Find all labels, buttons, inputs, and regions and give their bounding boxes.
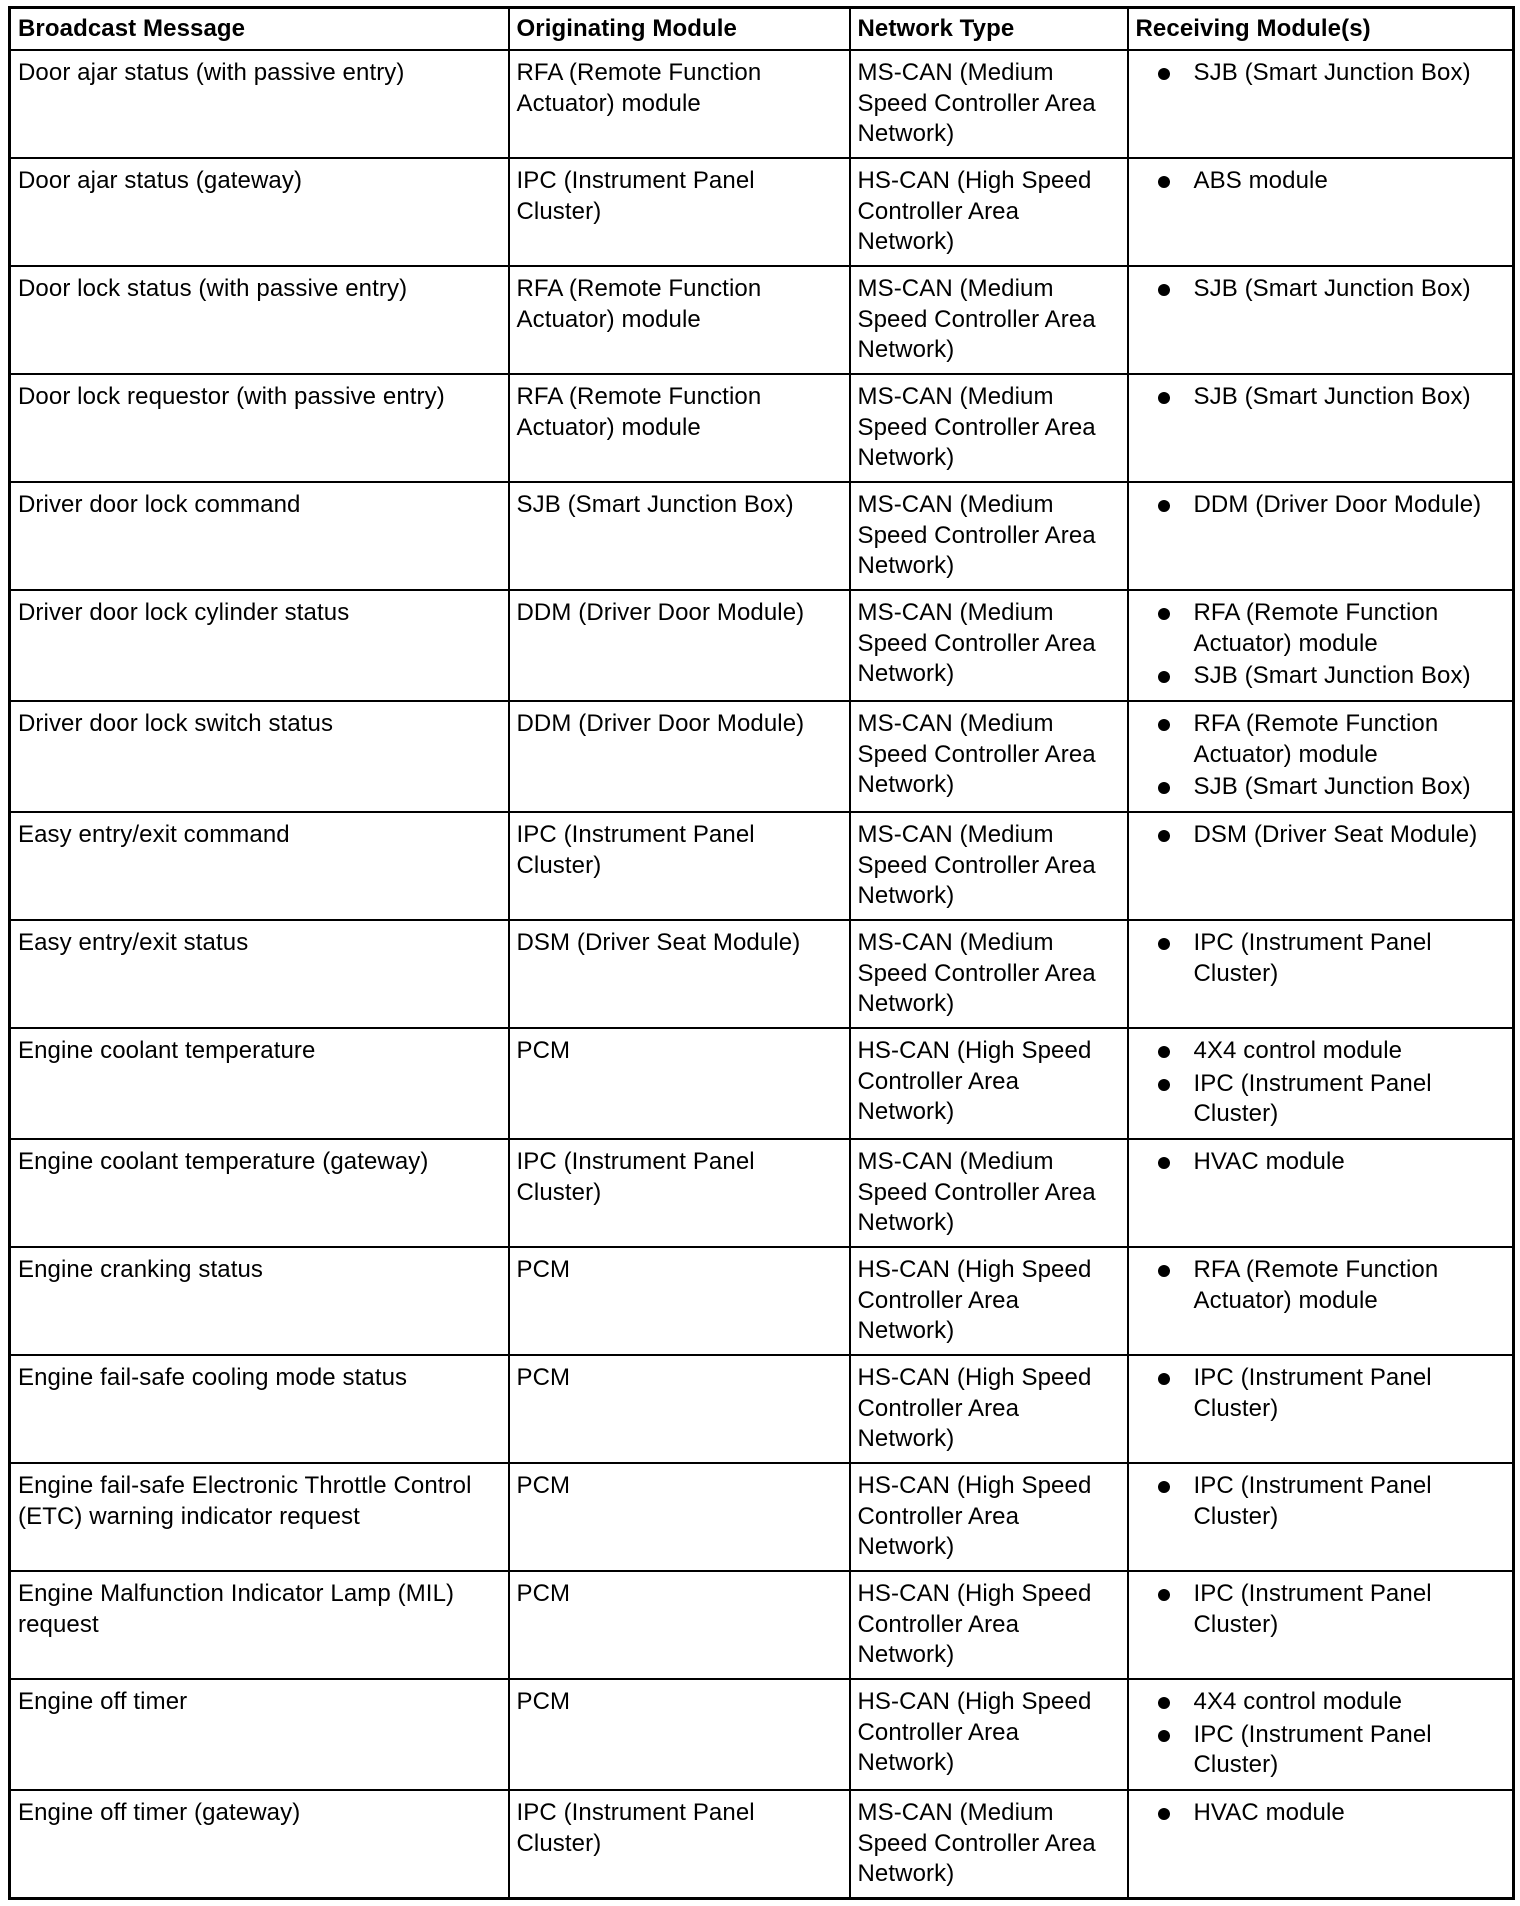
document-page: [8, 6, 1512, 1900]
broadcast-message-cell: Driver door lock cylinder status: [10, 590, 509, 701]
table-row: [10, 50, 1514, 158]
receiving-modules-list: [1136, 1471, 1506, 1532]
originating-module-cell: PCM: [509, 1028, 850, 1139]
originating-module-cell: IPC (Instrument Panel Cluster): [509, 812, 850, 920]
header-row: [10, 8, 1514, 51]
receiving-modules-cell: [1128, 158, 1514, 266]
originating-module-cell: SJB (Smart Junction Box): [509, 482, 850, 590]
receiving-module-item: IPC (Instrument Panel Cluster): [1136, 1069, 1506, 1130]
receiving-module-item: ABS module: [1136, 166, 1506, 197]
broadcast-message-cell: Driver door lock switch status: [10, 701, 509, 812]
receiving-module-item: IPC (Instrument Panel Cluster): [1136, 1471, 1506, 1532]
receiving-modules-list: [1136, 709, 1506, 803]
network-type-cell: MS-CAN (Medium Speed Controller Area Network): [850, 812, 1128, 920]
receiving-modules-list: [1136, 1798, 1506, 1829]
table-row: [10, 1247, 1514, 1355]
receiving-modules-cell: [1128, 482, 1514, 590]
receiving-modules-cell: [1128, 1790, 1514, 1898]
table-body: [10, 50, 1514, 1898]
network-type-cell: MS-CAN (Medium Speed Controller Area Network): [850, 374, 1128, 482]
receiving-module-item: IPC (Instrument Panel Cluster): [1136, 1720, 1506, 1781]
receiving-module-item: HVAC module: [1136, 1147, 1506, 1178]
header-network-type: Network Type: [850, 8, 1128, 51]
receiving-module-item: IPC (Instrument Panel Cluster): [1136, 1363, 1506, 1424]
receiving-module-item: RFA (Remote Function Actuator) module: [1136, 1255, 1506, 1316]
originating-module-cell: DSM (Driver Seat Module): [509, 920, 850, 1028]
broadcast-message-cell: Engine off timer: [10, 1679, 509, 1790]
receiving-modules-cell: [1128, 1463, 1514, 1571]
broadcast-message-cell: Driver door lock command: [10, 482, 509, 590]
table-row: [10, 266, 1514, 374]
originating-module-cell: PCM: [509, 1571, 850, 1679]
table-row: [10, 1463, 1514, 1571]
receiving-module-item: 4X4 control module: [1136, 1036, 1506, 1067]
receiving-module-item: DDM (Driver Door Module): [1136, 490, 1506, 521]
originating-module-cell: IPC (Instrument Panel Cluster): [509, 158, 850, 266]
table-row: [10, 482, 1514, 590]
receiving-module-item: IPC (Instrument Panel Cluster): [1136, 928, 1506, 989]
receiving-modules-cell: [1128, 1247, 1514, 1355]
table-row: [10, 1028, 1514, 1139]
receiving-modules-list: [1136, 1363, 1506, 1424]
receiving-modules-cell: [1128, 920, 1514, 1028]
table-row: [10, 1571, 1514, 1679]
receiving-modules-list: [1136, 166, 1506, 197]
originating-module-cell: DDM (Driver Door Module): [509, 701, 850, 812]
receiving-modules-list: [1136, 1255, 1506, 1316]
receiving-module-item: RFA (Remote Function Actuator) module: [1136, 709, 1506, 770]
originating-module-cell: IPC (Instrument Panel Cluster): [509, 1139, 850, 1247]
receiving-modules-cell: [1128, 1679, 1514, 1790]
receiving-module-item: 4X4 control module: [1136, 1687, 1506, 1718]
receiving-module-item: HVAC module: [1136, 1798, 1506, 1829]
network-type-cell: MS-CAN (Medium Speed Controller Area Network): [850, 1139, 1128, 1247]
receiving-modules-cell: [1128, 812, 1514, 920]
receiving-module-item: SJB (Smart Junction Box): [1136, 772, 1506, 803]
receiving-module-item: RFA (Remote Function Actuator) module: [1136, 598, 1506, 659]
receiving-modules-list: [1136, 1036, 1506, 1130]
broadcast-message-cell: Easy entry/exit command: [10, 812, 509, 920]
network-type-cell: HS-CAN (High Speed Controller Area Network): [850, 1679, 1128, 1790]
network-type-cell: HS-CAN (High Speed Controller Area Network): [850, 1571, 1128, 1679]
receiving-modules-cell: [1128, 50, 1514, 158]
network-type-cell: HS-CAN (High Speed Controller Area Network): [850, 1028, 1128, 1139]
receiving-modules-list: [1136, 274, 1506, 305]
receiving-modules-cell: [1128, 590, 1514, 701]
receiving-modules-cell: [1128, 1139, 1514, 1247]
receiving-modules-cell: [1128, 1571, 1514, 1679]
receiving-module-item: SJB (Smart Junction Box): [1136, 661, 1506, 692]
receiving-modules-cell: [1128, 1028, 1514, 1139]
receiving-module-item: IPC (Instrument Panel Cluster): [1136, 1579, 1506, 1640]
receiving-modules-list: [1136, 820, 1506, 851]
network-type-cell: MS-CAN (Medium Speed Controller Area Network): [850, 266, 1128, 374]
broadcast-message-cell: Easy entry/exit status: [10, 920, 509, 1028]
receiving-modules-list: [1136, 1687, 1506, 1781]
receiving-modules-list: [1136, 1579, 1506, 1640]
table-row: [10, 1355, 1514, 1463]
broadcast-message-cell: Engine Malfunction Indicator Lamp (MIL) request: [10, 1571, 509, 1679]
originating-module-cell: RFA (Remote Function Actuator) module: [509, 50, 850, 158]
originating-module-cell: RFA (Remote Function Actuator) module: [509, 374, 850, 482]
receiving-modules-cell: [1128, 1355, 1514, 1463]
table-row: [10, 374, 1514, 482]
table-row: [10, 1790, 1514, 1898]
broadcast-message-cell: Door ajar status (with passive entry): [10, 50, 509, 158]
table-row: [10, 701, 1514, 812]
network-type-cell: MS-CAN (Medium Speed Controller Area Network): [850, 50, 1128, 158]
table-row: [10, 590, 1514, 701]
table-row: [10, 158, 1514, 266]
header-receiving-modules: Receiving Module(s): [1128, 8, 1514, 51]
receiving-modules-list: [1136, 58, 1506, 89]
receiving-modules-list: [1136, 1147, 1506, 1178]
receiving-module-item: SJB (Smart Junction Box): [1136, 274, 1506, 305]
receiving-modules-cell: [1128, 266, 1514, 374]
receiving-modules-cell: [1128, 374, 1514, 482]
broadcast-message-cell: Door lock status (with passive entry): [10, 266, 509, 374]
originating-module-cell: PCM: [509, 1679, 850, 1790]
network-type-cell: MS-CAN (Medium Speed Controller Area Network): [850, 920, 1128, 1028]
receiving-modules-list: [1136, 490, 1506, 521]
network-type-cell: MS-CAN (Medium Speed Controller Area Network): [850, 590, 1128, 701]
originating-module-cell: RFA (Remote Function Actuator) module: [509, 266, 850, 374]
table-header: [10, 8, 1514, 51]
broadcast-message-cell: Door ajar status (gateway): [10, 158, 509, 266]
network-type-cell: HS-CAN (High Speed Controller Area Network): [850, 1247, 1128, 1355]
originating-module-cell: PCM: [509, 1247, 850, 1355]
receiving-modules-list: [1136, 382, 1506, 413]
network-type-cell: MS-CAN (Medium Speed Controller Area Network): [850, 1790, 1128, 1898]
network-type-cell: HS-CAN (High Speed Controller Area Network): [850, 158, 1128, 266]
broadcast-message-cell: Door lock requestor (with passive entry): [10, 374, 509, 482]
table-row: [10, 1679, 1514, 1790]
broadcast-message-cell: Engine fail-safe cooling mode status: [10, 1355, 509, 1463]
table-row: [10, 812, 1514, 920]
originating-module-cell: IPC (Instrument Panel Cluster): [509, 1790, 850, 1898]
network-type-cell: MS-CAN (Medium Speed Controller Area Network): [850, 482, 1128, 590]
receiving-module-item: DSM (Driver Seat Module): [1136, 820, 1506, 851]
originating-module-cell: PCM: [509, 1463, 850, 1571]
table-row: [10, 1139, 1514, 1247]
receiving-modules-cell: [1128, 701, 1514, 812]
broadcast-message-cell: Engine coolant temperature (gateway): [10, 1139, 509, 1247]
network-type-cell: HS-CAN (High Speed Controller Area Network): [850, 1355, 1128, 1463]
network-type-cell: HS-CAN (High Speed Controller Area Network): [850, 1463, 1128, 1571]
originating-module-cell: PCM: [509, 1355, 850, 1463]
broadcast-message-cell: Engine fail-safe Electronic Throttle Control (ETC) warning indicator request: [10, 1463, 509, 1571]
broadcast-message-cell: Engine coolant temperature: [10, 1028, 509, 1139]
broadcast-message-cell: Engine cranking status: [10, 1247, 509, 1355]
receiving-module-item: SJB (Smart Junction Box): [1136, 382, 1506, 413]
receiving-modules-list: [1136, 928, 1506, 989]
network-type-cell: MS-CAN (Medium Speed Controller Area Network): [850, 701, 1128, 812]
originating-module-cell: DDM (Driver Door Module): [509, 590, 850, 701]
table-row: [10, 920, 1514, 1028]
header-broadcast-message: Broadcast Message: [10, 8, 509, 51]
receiving-modules-list: [1136, 598, 1506, 692]
header-originating-module: Originating Module: [509, 8, 850, 51]
broadcast-message-table: [8, 6, 1515, 1900]
broadcast-message-cell: Engine off timer (gateway): [10, 1790, 509, 1898]
receiving-module-item: SJB (Smart Junction Box): [1136, 58, 1506, 89]
